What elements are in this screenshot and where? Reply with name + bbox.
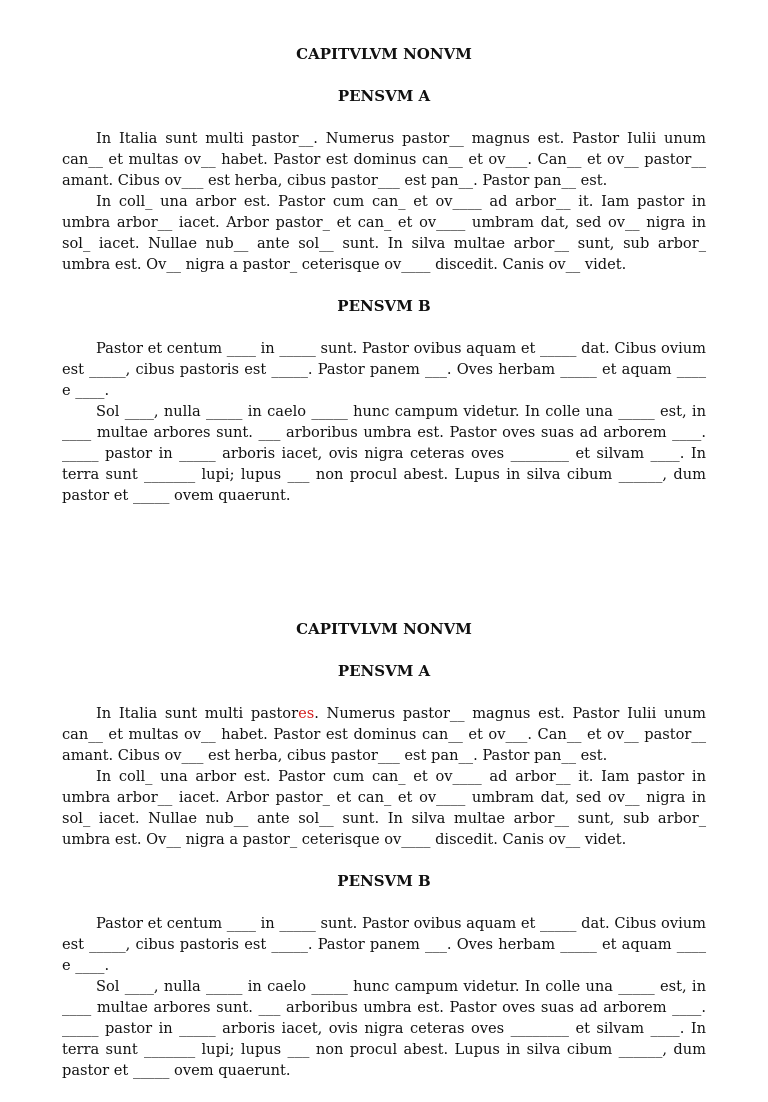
pensum-b-heading: PENSVM B — [337, 872, 431, 890]
answer-blank: __ — [298, 130, 314, 147]
pensum-b-paragraph-1: Pastor et centum ____ in _____ sunt. Pastor ovibus aquam et _____ dat. Cibus ovium est _____, cibus pastoris est _____. Pastor panem ___. Oves herbam _____ et aquam ____ e ____. — [62, 340, 706, 399]
pensum-b-paragraph-2: Sol ____, nulla _____ in caelo _____ hunc campum videtur. In colle una _____ est, in ____ multae arbores sunt. ___ arboribus umbra est. Pastor oves suas ad arborem ____. _____ pastor in _____ arboris iacet, ovis nigra ceteras oves ________ et silvam ____. In terra sunt _______ lupi; lupus ___ non procul abest. Lupus in silva cibum ______, dum pastor et _____ ovem quaerunt. — [62, 403, 706, 504]
exercise-page-blank — [62, 44, 706, 527]
pensum-a-section — [62, 86, 706, 275]
pensum-b-section — [62, 296, 706, 506]
pensum-a-heading: PENSVM A — [337, 662, 431, 680]
pensum-a-paragraph-2: In coll_ una arbor est. Pastor cum can_ et ov____ ad arbor__ it. Iam pastor in umbra arbor__ iacet. Arbor pastor_ et can_ et ov____ umbram dat, sed ov__ nigra in sol_ iacet. Nullae nub__ ante sol__ sunt. In silva multae arbor__ sunt, sub arbor_ umbra est. Ov__ nigra a pastor_ ceterisque ov____ discedit. Canis ov__ videt. — [62, 193, 706, 273]
pensum-a-paragraph-1 — [62, 128, 706, 191]
pensum-a-p1-start: In Italia sunt multi pastor — [96, 705, 299, 722]
pensum-a-heading: PENSVM A — [337, 87, 431, 105]
pensum-b-paragraph-2: Sol ____, nulla _____ in caelo _____ hunc campum videtur. In colle una _____ est, in ____ multae arbores sunt. ___ arboribus umbra est. Pastor oves suas ad arborem ____. _____ pastor in _____ arboris iacet, ovis nigra ceteras oves ________ et silvam ____. In terra sunt _______ lupi; lupus ___ non procul abest. Lupus in silva cibum ______, dum pastor et _____ ovem quaerunt. — [62, 978, 706, 1079]
pensum-a-p1-start: In Italia sunt multi pastor — [96, 130, 299, 147]
filled-answer: es — [298, 705, 315, 722]
pensum-b-section — [62, 871, 706, 1081]
exercise-page-answered — [62, 619, 706, 1102]
pensum-b-paragraph-1: Pastor et centum ____ in _____ sunt. Pastor ovibus aquam et _____ dat. Cibus ovium est _____, cibus pastoris est _____. Pastor panem ___. Oves herbam _____ et aquam ____ e ____. — [62, 915, 706, 974]
chapter-title: CAPITVLVM NONVM — [296, 45, 472, 63]
pensum-a-section — [62, 661, 706, 850]
pensum-a-paragraph-1 — [62, 703, 706, 766]
pensum-b-heading: PENSVM B — [337, 297, 431, 315]
chapter-title: CAPITVLVM NONVM — [296, 620, 472, 638]
pensum-a-p1-rest: . Numerus pastor__ magnus est. Pastor Iulii unum can__ et multas ov__ habet. Pastor est dominus can__ et ov___. Can__ et ov__ pastor__ amant. Cibus ov___ est herba, cibus pastor___ est pan__. Pastor pan__ est. — [62, 705, 706, 764]
pensum-a-paragraph-2: In coll_ una arbor est. Pastor cum can_ et ov____ ad arbor__ it. Iam pastor in umbra arbor__ iacet. Arbor pastor_ et can_ et ov____ umbram dat, sed ov__ nigra in sol_ iacet. Nullae nub__ ante sol__ sunt. In silva multae arbor__ sunt, sub arbor_ umbra est. Ov__ nigra a pastor_ ceterisque ov____ discedit. Canis ov__ videt. — [62, 768, 706, 848]
pensum-a-p1-rest: . Numerus pastor__ magnus est. Pastor Iulii unum can__ et multas ov__ habet. Pastor est dominus can__ et ov___. Can__ et ov__ pastor__ amant. Cibus ov___ est herba, cibus pastor___ est pan__. Pastor pan__ est. — [62, 130, 706, 189]
